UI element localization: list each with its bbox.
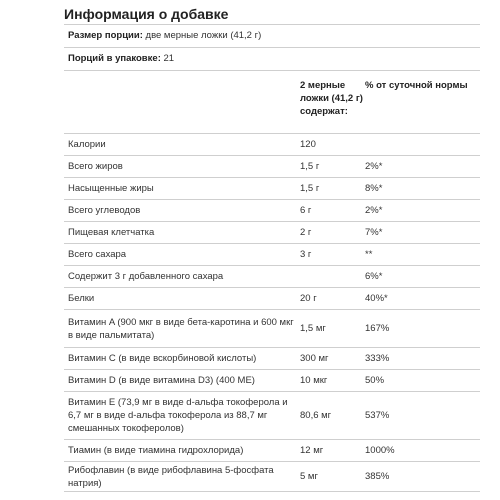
nutrient-amount: 3 г [300,249,312,260]
nutrient-name: Содержит 3 г добавленного сахара [68,271,224,282]
nutrient-amount: 1,5 г [300,183,320,194]
table-row [64,440,480,462]
serving-size-value: две мерные ложки (41,2 г) [142,30,262,41]
table-row [64,244,480,266]
nutrient-daily-value: 333% [365,353,390,364]
table-row [64,200,480,222]
nutrient-daily-value: ** [365,249,373,260]
nutrient-name: Рибофлавин (в виде рибофлавина 5-фосфата натрия) [68,464,274,489]
table-row [64,288,480,310]
serving-size-label: Размер порции: [68,30,143,41]
nutrient-daily-value [365,134,480,155]
nutrient-amount [300,266,365,287]
nutrient-amount: 10 мкг [300,375,328,386]
table-row [64,178,480,200]
nutrient-amount: 80,6 мг [300,410,332,421]
nutrient-name: Витамин C (в виде вскорбиновой кислоты) [68,353,257,364]
nutrient-daily-value: 1000% [365,445,395,456]
serving-size-row [64,25,480,48]
nutrient-name: Витамин E (73,9 мг в виде d-альфа токоферола и 6,7 мг в виде d-альфа токоферола из 88,7 мг смешанных токоферолов) [68,397,288,434]
nutrient-name: Всего сахара [68,249,127,260]
nutrient-daily-value: 2%* [365,161,383,172]
servings-per-container-row [64,48,480,71]
servings-per-container-label: Порций в упаковке: [68,53,161,64]
nutrient-amount: 2 г [300,227,312,238]
servings-per-container-value: 21 [160,53,175,64]
table-row [64,134,480,156]
table-row [64,462,480,492]
nutrient-name: Витамин D (в виде витамина D3) (400 МЕ) [68,375,255,386]
nutrient-name: Тиамин (в виде тиамина гидрохлорида) [68,445,244,456]
nutrient-amount: 120 [300,139,316,150]
nutrient-name: Всего жиров [68,161,123,172]
table-row [64,266,480,288]
nutrient-amount: 20 г [300,293,317,304]
nutrient-amount: 1,5 г [300,161,320,172]
table-row [64,310,480,348]
nutrient-name: Калории [68,139,106,150]
table-row [64,392,480,440]
nutrient-amount: 12 мг [300,445,324,456]
nutrient-daily-value: 6%* [365,271,383,282]
nutrient-amount: 300 мг [300,353,329,364]
nutrient-name: Насыщенные жиры [68,183,154,194]
nutrient-daily-value: 40%* [365,293,388,304]
nutrient-amount: 5 мг [300,471,318,482]
nutrient-amount: 6 г [300,205,312,216]
header-name-cell [64,71,300,133]
table-row [64,222,480,244]
table-header [64,71,480,134]
table-row [64,348,480,370]
nutrient-daily-value: 385% [365,471,390,482]
header-amount: 2 мерные ложки (41,2 г) содержат: [300,80,363,117]
table-row [64,370,480,392]
nutrient-daily-value: 8%* [365,183,383,194]
nutrient-name: Белки [68,293,95,304]
page-title: Информация о добавке [64,6,229,22]
nutrient-amount: 1,5 мг [300,323,326,334]
nutrient-daily-value: 7%* [365,227,383,238]
supplement-facts-table [64,24,480,492]
nutrient-daily-value: 2%* [365,205,383,216]
nutrient-name: Витамин A (900 мкг в виде бета-каротина и 600 мкг в виде пальмитата) [68,316,294,341]
table-row [64,156,480,178]
nutrient-name: Всего углеводов [68,205,141,216]
table-body [64,134,480,492]
header-daily-value: % от суточной нормы [365,80,468,91]
nutrient-daily-value: 167% [365,323,390,334]
nutrient-name: Пищевая клетчатка [68,227,155,238]
nutrient-daily-value: 50% [365,375,385,386]
nutrient-daily-value: 537% [365,410,390,421]
